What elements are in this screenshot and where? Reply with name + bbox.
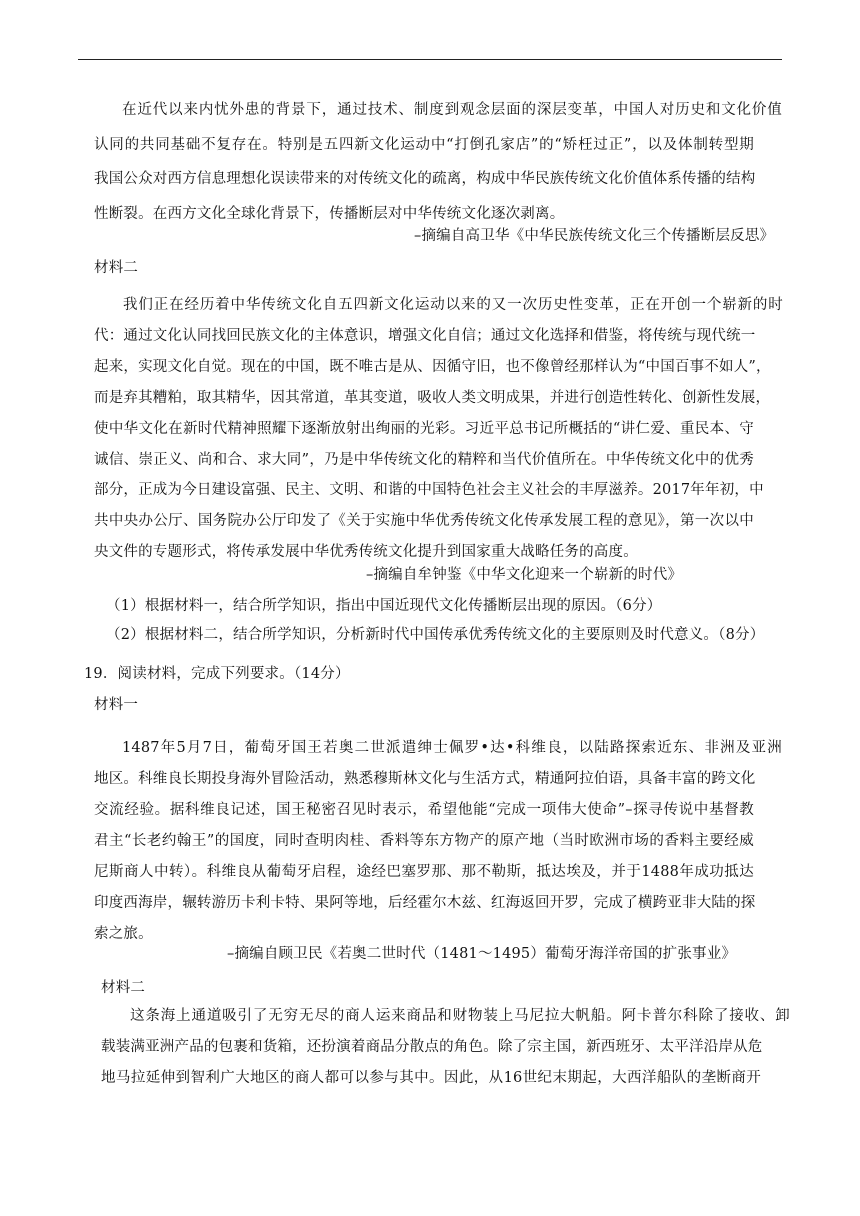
paragraph-line: 部分，正成为今日建设富强、民主、文明、和谐的中国特色社会主义社会的丰厚滋养。2017年年初，中 (94, 482, 764, 499)
paragraph-line: 地马拉延伸到智利广大地区的商人都可以参与其中。因此，从16世纪末期起，大西洋船队的垄断商开 (101, 1070, 761, 1086)
paragraph-line: 性断裂。在西方文化全球化背景下，传播断层对中华传统文化逐次剥离。 (94, 206, 565, 223)
paragraph-line: 我们正在经历着中华传统文化自五四新文化运动以来的又一次历史性变革，正在开创一个崭新的时 (123, 297, 783, 313)
paragraph-line: 使中华文化在新时代精神照耀下逐渐放射出绚丽的光彩。习近平总书记所概括的“讲仁爱、重民本、守 (94, 420, 754, 437)
paragraph-line: 1487年5月7日，葡萄牙国王若奥二世派遣绅士佩罗•达•科维良，以陆路探索近东、非洲及亚洲 (122, 740, 782, 756)
paragraph-line: 地区。科维良长期投身海外冒险活动，熟悉穆斯林文化与生活方式，精通阿拉伯语，具备丰富的跨文化 (94, 771, 756, 787)
paragraph-line: 索之旅。 (94, 926, 153, 942)
material-label: 材料二 (94, 260, 139, 276)
paragraph-line: 央文件的专题形式，将传承发展中华优秀传统文化提升到国家重大战略任务的高度。 (94, 544, 638, 561)
paragraph-line: 认同的共同基础不复存在。特别是五四新文化运动中“打倒孔家店”的“矫枉过正”，以及体制转型期 (94, 136, 754, 153)
paragraph-line: 交流经验。据科维良记述，国王秘密召见时表示，希望他能“完成一项伟大使命”–探寻传说中基督教 (94, 802, 754, 818)
paragraph-line: 印度西海岸，辗转游历卡利卡特、果阿等地，后经霍尔木兹、红海返回开罗，完成了横跨亚非大陆的探 (94, 895, 756, 911)
source-citation: –摘编自顾卫民《若奥二世时代（1481～1495）葡萄牙海洋帝国的扩张事业》 (227, 946, 737, 962)
paragraph-line: 君主“长老约翰王”的国度，同时查明肉桂、香料等东方物产的原产地（当时欧洲市场的香料主要经威 (94, 833, 754, 849)
paragraph-line: 起来，实现文化自觉。现在的中国，既不唯古是从、因循守旧，也不像曾经那样认为“中国百事不如人”， (94, 358, 771, 375)
material-label: 材料二 (101, 980, 146, 996)
paragraph-line: 而是弃其糟粕，取其精华，因其常道，革其变道，吸收人类文明成果，并进行创造性转化、创新性发展， (94, 389, 771, 406)
paragraph-line: 这条海上通道吸引了无穷无尽的商人运来商品和财物装上马尼拉大帆船。阿卡普尔科除了接收、卸 (130, 1008, 790, 1024)
paragraph-line: 诚信、崇正义、尚和合、求大同”，乃是中华传统文化的精粹和当代价值所在。中华传统文化中的优秀 (94, 451, 754, 468)
paragraph-line: 尼斯商人中转）。科维良从葡萄牙启程，途经巴塞罗那、那不勒斯，抵达埃及，并于1488年成功抵达 (94, 864, 754, 880)
paragraph-line: 我国公众对西方信息理想化误读带来的对传统文化的疏离，构成中华民族传统文化价值体系传播的结构 (94, 171, 756, 188)
paragraph-line: 载装满亚洲产品的包裹和货箱，还扮演着商品分散点的角色。除了宗主国，新西班牙、太平洋沿岸从危 (101, 1039, 763, 1055)
question-heading: 19．阅读材料，完成下列要求。（14分） (84, 666, 350, 682)
source-citation: –摘编自牟钟鉴《中华文化迎来一个崭新的时代》 (366, 567, 683, 583)
material-label: 材料一 (94, 697, 139, 713)
question-item: （1）根据材料一，结合所学知识，指出中国近现代文化传播断层出现的原因。（6分） (106, 598, 662, 614)
source-citation: –摘编自高卫华《中华民族传统文化三个传播断层反思》 (414, 228, 775, 244)
paragraph-line: 代：通过文化认同找回民族文化的主体意识，增强文化自信；通过文化选择和借鉴，将传统与现代统一 (94, 327, 756, 344)
question-item: （2）根据材料二，结合所学知识，分析新时代中国传承优秀传统文化的主要原则及时代意义。（8分） (106, 627, 765, 643)
header-rule (78, 59, 782, 60)
paragraph-line: 共中央办公厅、国务院办公厅印发了《关于实施中华优秀传统文化传承发展工程的意见》，第一次以中 (94, 513, 754, 530)
paragraph-line: 在近代以来内忧外患的背景下，通过技术、制度到观念层面的深层变革，中国人对历史和文化价值 (122, 102, 782, 118)
